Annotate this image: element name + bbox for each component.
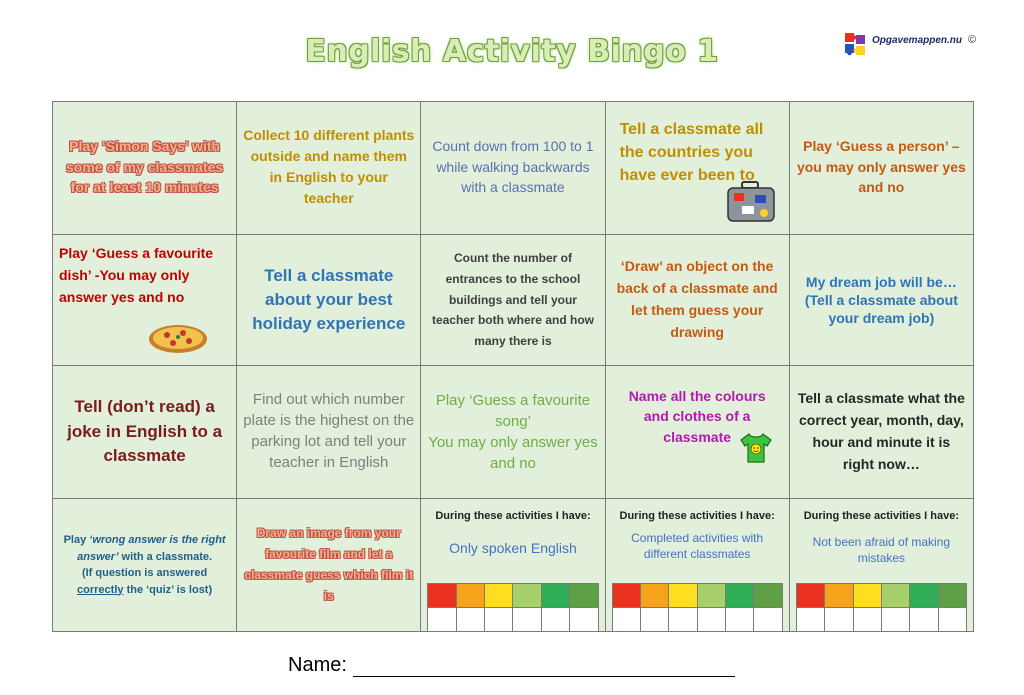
rating-swatch[interactable] bbox=[640, 584, 668, 608]
rating-box[interactable] bbox=[796, 608, 824, 632]
cell-draw-film bbox=[237, 499, 421, 632]
rating-box[interactable] bbox=[456, 608, 484, 632]
cell-text: Play bbox=[63, 534, 90, 546]
rating-box[interactable] bbox=[428, 608, 456, 632]
cell-text: Count the number of entrances to the school buildings and tell your teacher both where and how many there is bbox=[431, 251, 594, 349]
scorecard-spoken-english bbox=[421, 499, 605, 632]
scorecard-heading: During these activities I have: bbox=[435, 510, 591, 522]
cell-text: Play ‘Guess a person’ – you may only answer yes and no bbox=[796, 137, 966, 196]
rating-swatch[interactable] bbox=[485, 584, 513, 608]
logo-text: Opgavemappen.nu bbox=[872, 34, 963, 46]
cell-joke bbox=[53, 366, 237, 499]
rating-box[interactable] bbox=[726, 608, 754, 632]
scorecard-not-afraid bbox=[789, 499, 973, 632]
cell-text: with a classmate. bbox=[118, 550, 213, 563]
scorecard-heading: During these activities I have: bbox=[803, 510, 960, 522]
cell-text: Tell a classmate what the correct year, month, day, hour and minute it is right now… bbox=[797, 390, 965, 472]
rating-swatch[interactable] bbox=[853, 584, 881, 608]
scorecard-different-classmates bbox=[605, 499, 789, 632]
rating-box[interactable] bbox=[910, 608, 938, 632]
rating-box[interactable] bbox=[853, 608, 881, 632]
rating-box[interactable] bbox=[485, 608, 513, 632]
cell-guess-dish bbox=[53, 235, 237, 366]
cell-year-month bbox=[789, 366, 973, 499]
cell-text: Collect 10 different plants outside and name them in English to your teacher bbox=[243, 127, 415, 206]
cell-text: Tell a classmate about your best holiday experience bbox=[252, 266, 406, 333]
cell-guess-person bbox=[789, 102, 973, 235]
rating-box[interactable] bbox=[612, 608, 640, 632]
rating-swatch[interactable] bbox=[669, 584, 697, 608]
cell-guess-song bbox=[421, 366, 605, 499]
rating-swatch[interactable] bbox=[938, 584, 966, 608]
rating-box[interactable] bbox=[697, 608, 725, 632]
rating-swatch[interactable] bbox=[881, 584, 909, 608]
cell-text: (If question is answered bbox=[81, 567, 208, 579]
rating-box[interactable] bbox=[881, 608, 909, 632]
name-label: Name: bbox=[288, 654, 347, 676]
cell-text: Name all the colours and clothes of a classmate bbox=[628, 388, 766, 445]
rating-swatch[interactable] bbox=[825, 584, 853, 608]
scorecard-heading: During these activities I have: bbox=[619, 510, 775, 522]
scorecard-text: Completed activities with different classmates bbox=[631, 531, 764, 561]
cell-collect-plants bbox=[237, 102, 421, 235]
cell-dream-job bbox=[789, 235, 973, 366]
rating-scale bbox=[427, 583, 598, 632]
rating-box[interactable] bbox=[541, 608, 569, 632]
rating-scale bbox=[796, 583, 967, 632]
cell-text: the ‘quiz’ is lost) bbox=[123, 583, 213, 596]
rating-swatch[interactable] bbox=[428, 584, 456, 608]
bingo-grid bbox=[52, 101, 974, 632]
pizza-icon bbox=[147, 323, 209, 355]
cell-text-em: ‘wrong answer is the right answer’ bbox=[77, 534, 226, 563]
rating-swatch[interactable] bbox=[570, 584, 598, 608]
cell-text: Play ‘Simon Says’ with some of my classmates for at least 10 minutes bbox=[65, 137, 224, 196]
rating-swatch[interactable] bbox=[456, 584, 484, 608]
rating-box[interactable] bbox=[513, 608, 541, 632]
cell-text: My dream job will be… bbox=[805, 273, 957, 290]
rating-swatch[interactable] bbox=[697, 584, 725, 608]
cell-text: Draw an image from your favourite film and let a classmate guess which film it is bbox=[244, 526, 414, 603]
cell-simon-says bbox=[53, 102, 237, 235]
rating-swatch[interactable] bbox=[910, 584, 938, 608]
rating-swatch[interactable] bbox=[754, 584, 782, 608]
rating-swatch[interactable] bbox=[726, 584, 754, 608]
cell-text: You may only answer yes and no bbox=[428, 434, 598, 472]
rating-box[interactable] bbox=[570, 608, 598, 632]
rating-box[interactable] bbox=[938, 608, 966, 632]
cell-holiday bbox=[237, 235, 421, 366]
cell-text-underline: correctly bbox=[77, 583, 124, 596]
puzzle-logo-icon bbox=[843, 31, 869, 59]
suitcase-icon bbox=[725, 180, 777, 224]
rating-scale bbox=[612, 583, 783, 632]
copyright-symbol: © bbox=[968, 34, 977, 46]
name-field bbox=[288, 654, 735, 677]
page-title: English Activity Bingo 1 bbox=[305, 34, 719, 69]
scorecard-text: Not been afraid of making mistakes bbox=[812, 535, 951, 565]
rating-swatch[interactable] bbox=[513, 584, 541, 608]
rating-box[interactable] bbox=[669, 608, 697, 632]
cell-count-down bbox=[421, 102, 605, 235]
cell-text: Tell (don’t read) a joke in English to a classmate bbox=[67, 397, 223, 466]
cell-number-plate bbox=[237, 366, 421, 499]
cell-text: (Tell a classmate about your dream job) bbox=[804, 291, 958, 327]
rating-swatch[interactable] bbox=[541, 584, 569, 608]
cell-entrances bbox=[421, 235, 605, 366]
tshirt-icon bbox=[738, 432, 774, 464]
cell-text: Tell a classmate all the countries you have ever been to bbox=[619, 121, 764, 185]
cell-countries bbox=[605, 102, 789, 235]
scorecard-text: Only spoken English bbox=[449, 540, 577, 556]
cell-text: Play ‘Guess a favourite dish’ -You may only answer yes and no bbox=[59, 245, 214, 305]
rating-swatch[interactable] bbox=[796, 584, 824, 608]
name-line[interactable] bbox=[353, 658, 735, 677]
rating-box[interactable] bbox=[825, 608, 853, 632]
cell-text: Count down from 100 to 1 while walking backwards with a classmate bbox=[432, 137, 594, 196]
logo bbox=[843, 30, 976, 60]
cell-wrong-answer bbox=[53, 499, 237, 632]
cell-colours-clothes bbox=[605, 366, 789, 499]
rating-swatch[interactable] bbox=[612, 584, 640, 608]
cell-text: ‘Draw’ an object on the back of a classmate and let them guess your drawing bbox=[616, 258, 778, 340]
rating-box[interactable] bbox=[640, 608, 668, 632]
cell-text: Find out which number plate is the highest on the parking lot and tell your teacher in English bbox=[243, 391, 415, 471]
rating-box[interactable] bbox=[754, 608, 782, 632]
cell-draw-back bbox=[605, 235, 789, 366]
cell-text: Play ‘Guess a favourite song’ bbox=[435, 392, 591, 430]
